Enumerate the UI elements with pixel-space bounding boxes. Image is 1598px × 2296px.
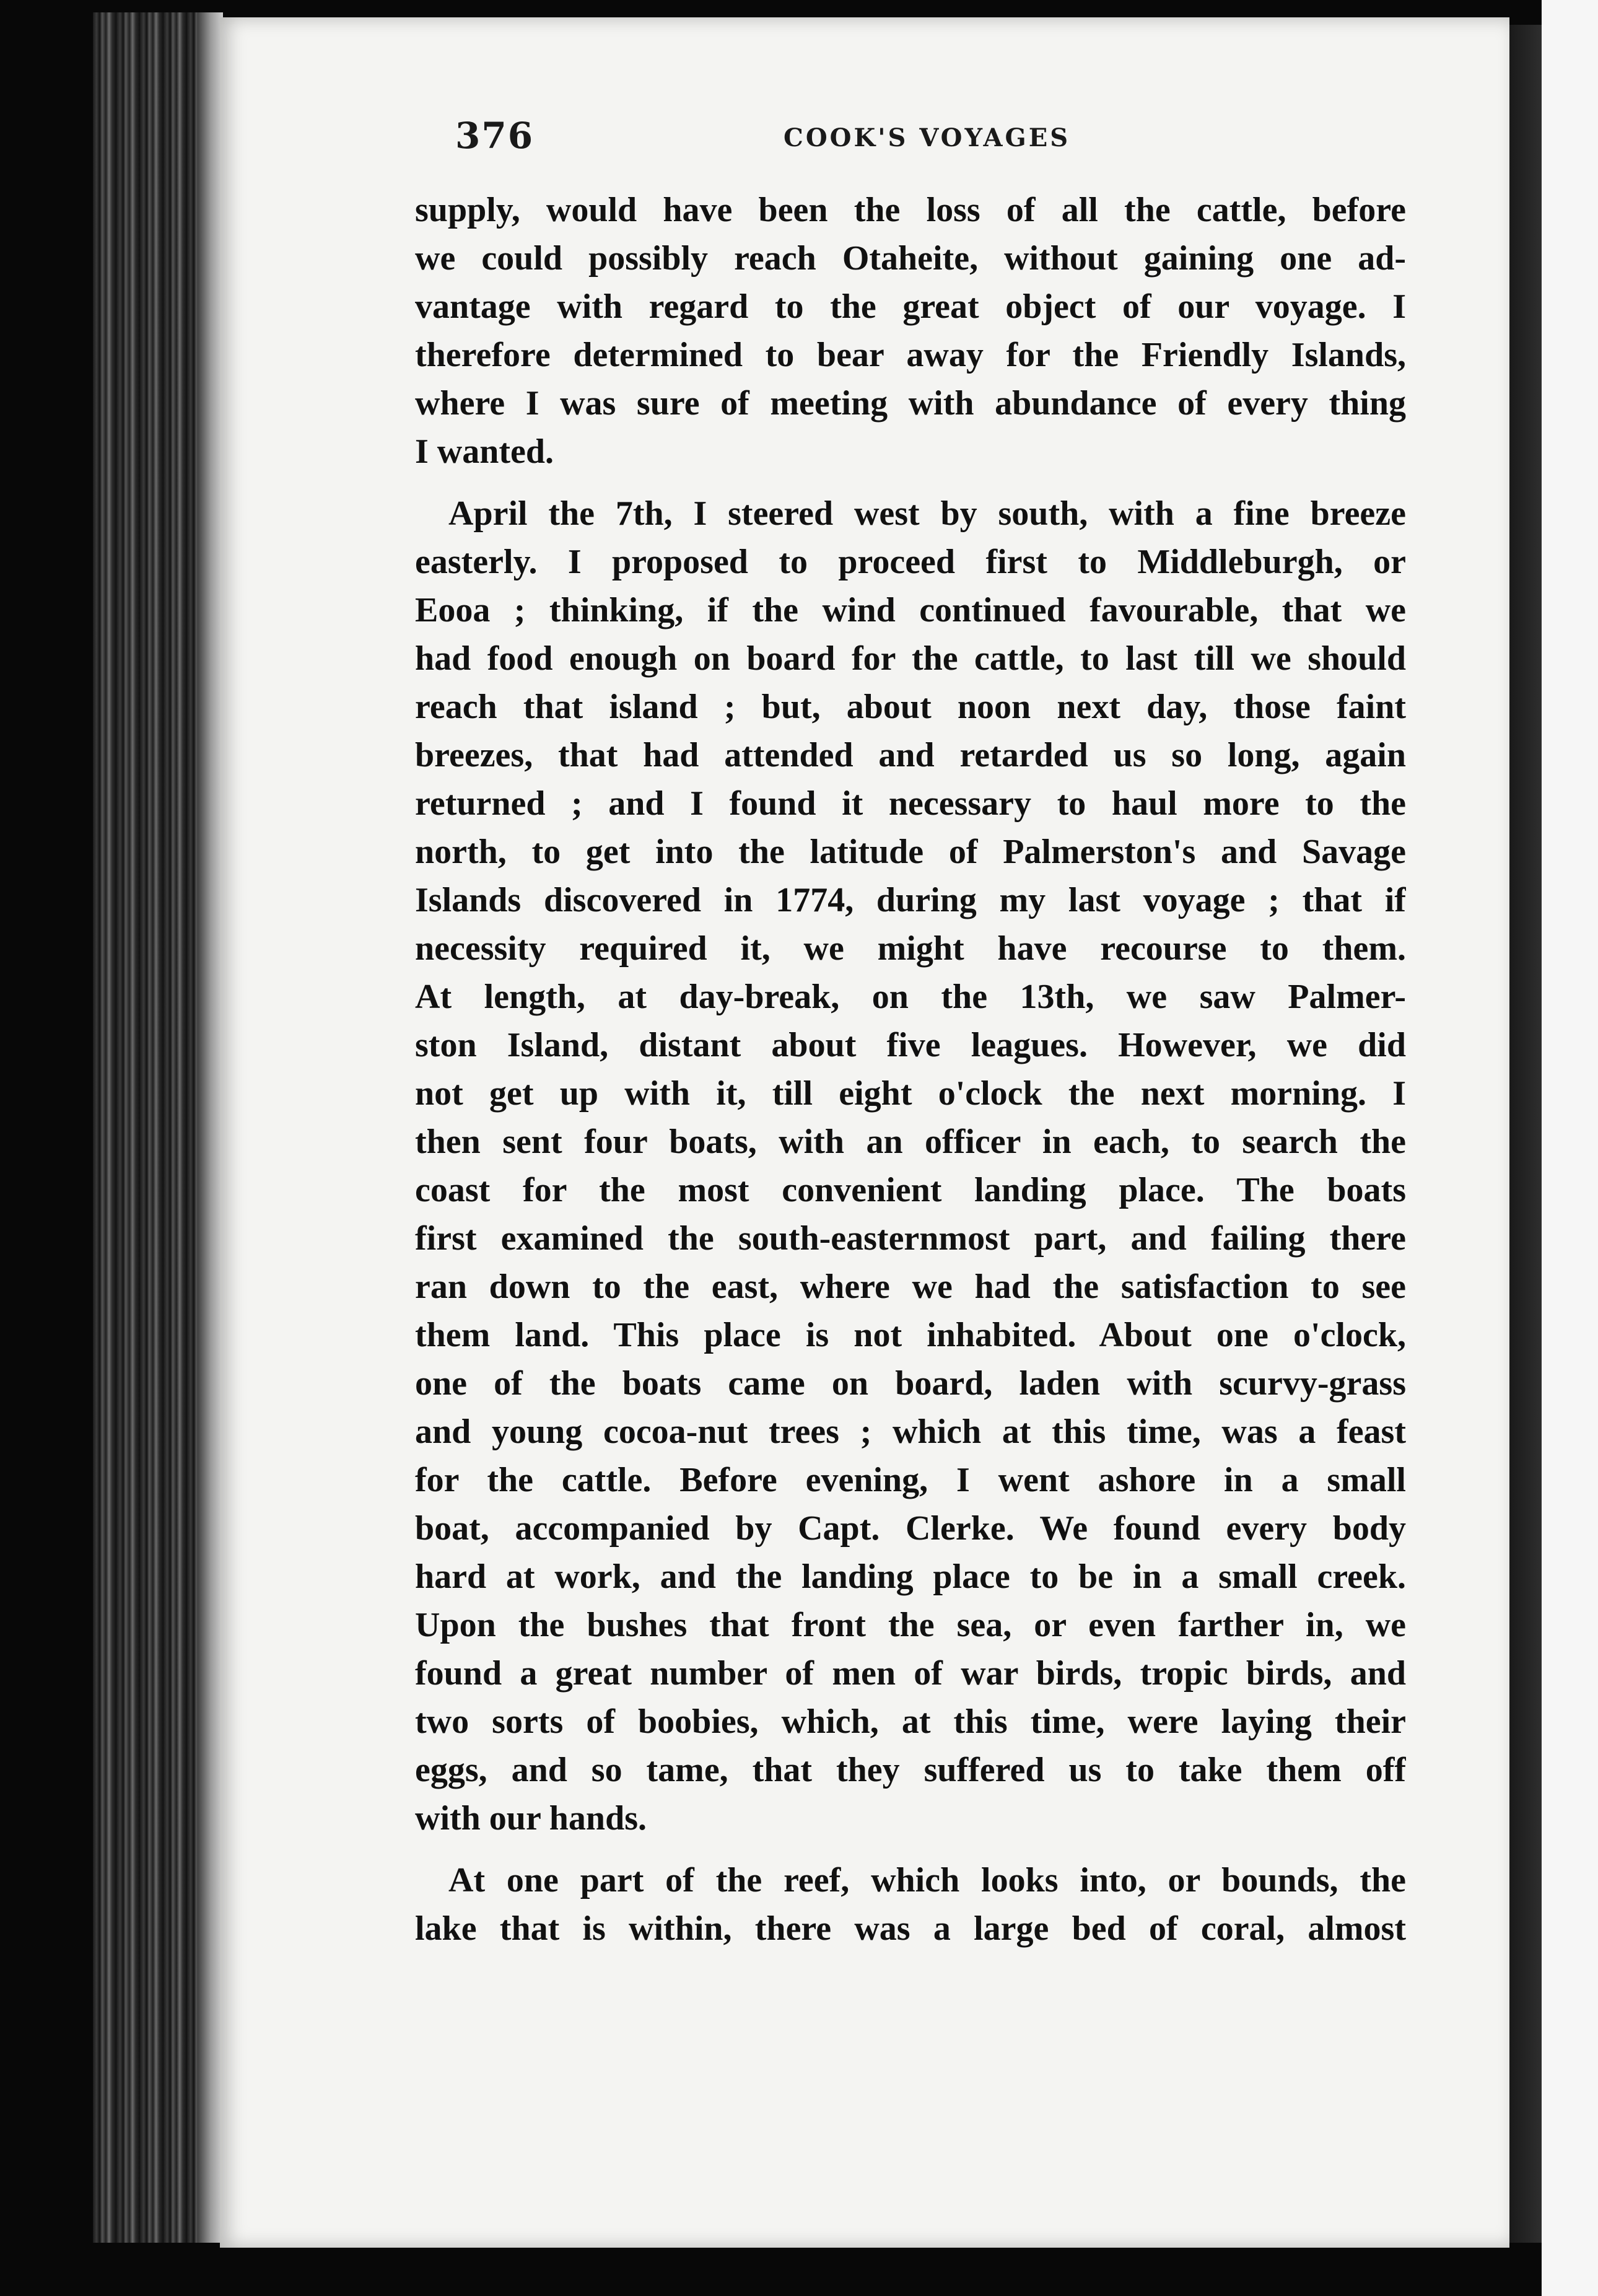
text-line: coast for the most convenient landing place. The boats <box>415 1171 1406 1209</box>
text-line: north, to get into the latitude of Palmerston's and Savage <box>415 833 1406 871</box>
text-line: with our hands. <box>415 1799 647 1838</box>
running-head <box>455 115 1372 170</box>
text-line: At one part of the reef, which looks into, or bounds, the <box>448 1861 1406 1899</box>
page-gutter-edge <box>198 12 223 2243</box>
text-line: Islands discovered in 1774, during my last voyage ; that if <box>415 881 1406 919</box>
body-text <box>415 186 1406 1953</box>
running-title: COOK'S VOYAGES <box>784 123 1071 152</box>
text-line: lake that is within, there was a large bed of coral, almost <box>415 1909 1406 1948</box>
text-line: therefore determined to bear away for the Friendly Islands, <box>415 336 1406 374</box>
text-line: supply, would have been the loss of all the cattle, before <box>415 191 1406 229</box>
text-line: breezes, that had attended and retarded us so long, again <box>415 736 1406 774</box>
text-line: where I was sure of meeting with abundance of every thing <box>415 384 1406 423</box>
text-line: had food enough on board for the cattle, to last till we should <box>415 639 1406 678</box>
text-line: I wanted. <box>415 432 554 471</box>
text-line: Eooa ; thinking, if the wind continued favourable, that we <box>415 591 1406 629</box>
text-line: vantage with regard to the great object of our voyage. I <box>415 287 1406 326</box>
text-line: not get up with it, till eight o'clock the next morning. I <box>415 1074 1406 1113</box>
text-line: one of the boats came on board, laden with scurvy-grass <box>415 1364 1406 1403</box>
scan-margin <box>1542 0 1598 2296</box>
text-line: them land. This place is not inhabited. About one o'clock, <box>415 1316 1406 1354</box>
text-line: then sent four boats, with an officer in each, to search the <box>415 1123 1406 1161</box>
text-line: easterly. I proposed to proceed first to Middleburgh, or <box>415 543 1406 581</box>
text-line: eggs, and so tame, that they suffered us to take them off <box>415 1751 1406 1789</box>
text-line: At length, at day-break, on the 13th, we saw Palmer- <box>415 978 1406 1016</box>
text-line: reach that island ; but, about noon next day, those faint <box>415 688 1406 726</box>
text-line: ran down to the east, where we had the satisfaction to see <box>415 1268 1406 1306</box>
text-line: found a great number of men of war birds, tropic birds, and <box>415 1654 1406 1693</box>
text-line: boat, accompanied by Capt. Clerke. We found every body <box>415 1509 1406 1548</box>
text-line: April the 7th, I steered west by south, with a fine breeze <box>448 494 1406 533</box>
text-line: Upon the bushes that front the sea, or even farther in, we <box>415 1606 1406 1644</box>
text-line: we could possibly reach Otaheite, without gaining one ad- <box>415 239 1406 278</box>
text-line: two sorts of boobies, which, at this time, were laying their <box>415 1702 1406 1741</box>
text-line: returned ; and I found it necessary to haul more to the <box>415 784 1406 823</box>
text-line: first examined the south-easternmost part, and failing there <box>415 1219 1406 1258</box>
text-line: necessity required it, we might have recourse to them. <box>415 929 1406 968</box>
text-line: and young cocoa-nut trees ; which at this time, was a feast <box>415 1413 1406 1451</box>
text-line: ston Island, distant about five leagues. However, we did <box>415 1026 1406 1064</box>
page-number: 376 <box>455 115 535 157</box>
text-line: for the cattle. Before evening, I went ashore in a small <box>415 1461 1406 1499</box>
text-line: hard at work, and the landing place to be in a small creek. <box>415 1558 1406 1596</box>
facing-page-edge <box>1509 25 1542 2243</box>
